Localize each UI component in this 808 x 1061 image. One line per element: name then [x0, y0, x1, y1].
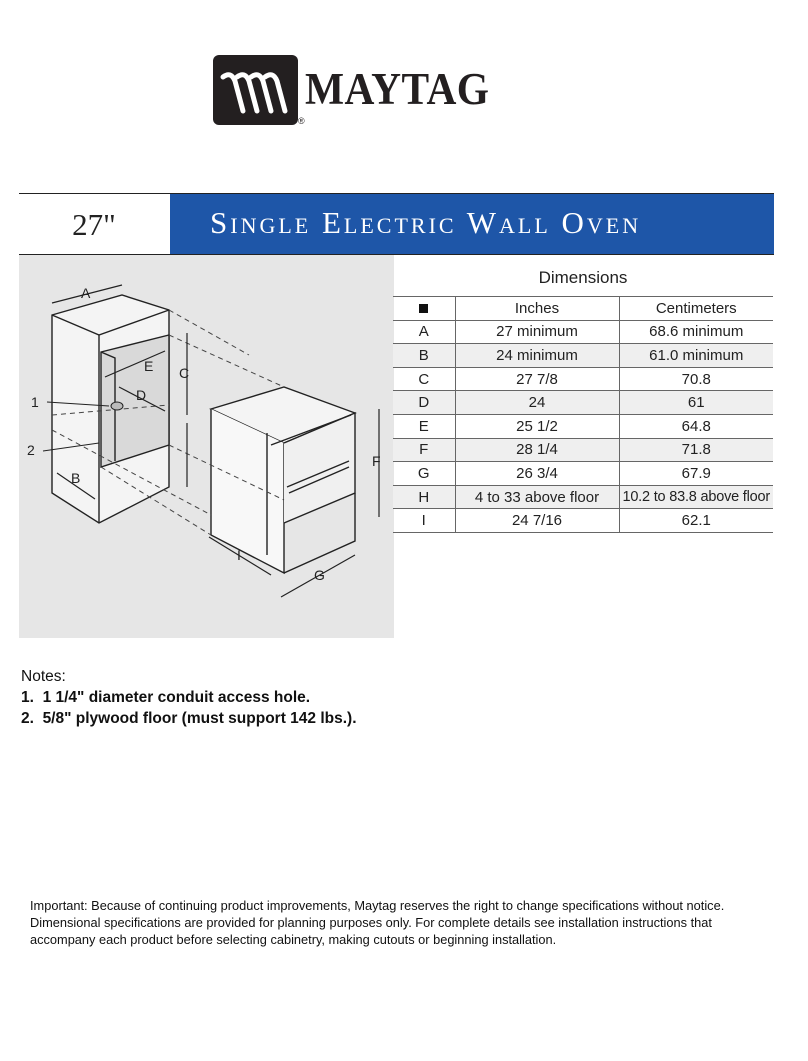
logo-wordmark: MAYTAG [305, 64, 490, 114]
dimensions-table [393, 296, 773, 533]
diagram-label-c: C [179, 365, 190, 381]
table-row [393, 509, 773, 533]
dim-key: G [393, 462, 455, 486]
dim-inches: 26 3/4 [455, 462, 619, 486]
installation-diagram [19, 255, 394, 638]
oven-size: 27" [72, 207, 116, 242]
logo-mark-icon [213, 55, 298, 125]
header-inches: Inches [455, 297, 619, 321]
dim-key: D [393, 391, 455, 415]
dim-inches: 28 1/4 [455, 438, 619, 462]
note-item [21, 708, 357, 729]
dim-cm: 68.6 minimum [619, 320, 773, 344]
table-row [393, 462, 773, 486]
dim-inches: 27 minimum [455, 320, 619, 344]
dim-cm: 70.8 [619, 367, 773, 391]
dim-cm: 71.8 [619, 438, 773, 462]
table-row [393, 391, 773, 415]
note-number: 2. [21, 710, 34, 727]
maytag-logo [213, 55, 513, 131]
dim-cm: 61 [619, 391, 773, 415]
note-number: 1. [21, 689, 34, 706]
dim-cm: 64.8 [619, 414, 773, 438]
title-bar [19, 193, 774, 255]
diagram-label-1: 1 [31, 394, 39, 410]
dim-key: C [393, 367, 455, 391]
table-row [393, 438, 773, 462]
table-row [393, 414, 773, 438]
important-disclaimer: Important: Because of continuing product improvements, Maytag reserves the right to change specifications without notice. Dimensional specifications are provided for planning purposes only. For complete details see installation instructions that accompany each product before selecting cabinetry, making cutouts or beginning installation. [30, 898, 725, 947]
cutout-diagram-drawing [19, 255, 394, 638]
diagram-label-d: D [136, 387, 147, 403]
table-header-row [393, 297, 773, 321]
table-row [393, 320, 773, 344]
dimensions-title: Dimensions [538, 268, 628, 287]
dim-cm: 10.2 to 83.8 above floor [619, 485, 773, 509]
diagram-label-g: G [314, 567, 325, 583]
product-title: Single Electric Wall Oven [170, 194, 774, 254]
dim-key: I [393, 509, 455, 533]
notes-title: Notes: [21, 668, 66, 685]
dim-cm: 61.0 minimum [619, 344, 773, 368]
dim-inches: 4 to 33 above floor [455, 485, 619, 509]
table-row [393, 344, 773, 368]
dim-key: E [393, 414, 455, 438]
note-item [21, 687, 357, 708]
dim-inches: 24 7/16 [455, 509, 619, 533]
note-text: 5/8" plywood floor (must support 142 lbs.). [42, 710, 357, 727]
diagram-label-2: 2 [27, 442, 35, 458]
dim-inches: 24 [455, 391, 619, 415]
dim-inches: 27 7/8 [455, 367, 619, 391]
dim-key: F [393, 438, 455, 462]
notes-section [21, 666, 357, 729]
diagram-label-e: E [144, 358, 154, 374]
dim-cm: 62.1 [619, 509, 773, 533]
table-row [393, 485, 773, 509]
table-row [393, 367, 773, 391]
dim-cm: 67.9 [619, 462, 773, 486]
diagram-label-b: B [71, 470, 81, 486]
diagram-label-f: F [372, 453, 381, 469]
square-bullet-icon [393, 297, 455, 321]
dim-key: H [393, 485, 455, 509]
dim-key: B [393, 344, 455, 368]
dim-key: A [393, 320, 455, 344]
header-centimeters: Centimeters [619, 297, 773, 321]
diagram-label-a: A [81, 285, 91, 301]
dim-inches: 24 minimum [455, 344, 619, 368]
registered-mark: ® [298, 116, 305, 126]
note-text: 1 1/4" diameter conduit access hole. [42, 689, 311, 706]
dim-inches: 25 1/2 [455, 414, 619, 438]
diagram-label-i: I [237, 547, 241, 563]
